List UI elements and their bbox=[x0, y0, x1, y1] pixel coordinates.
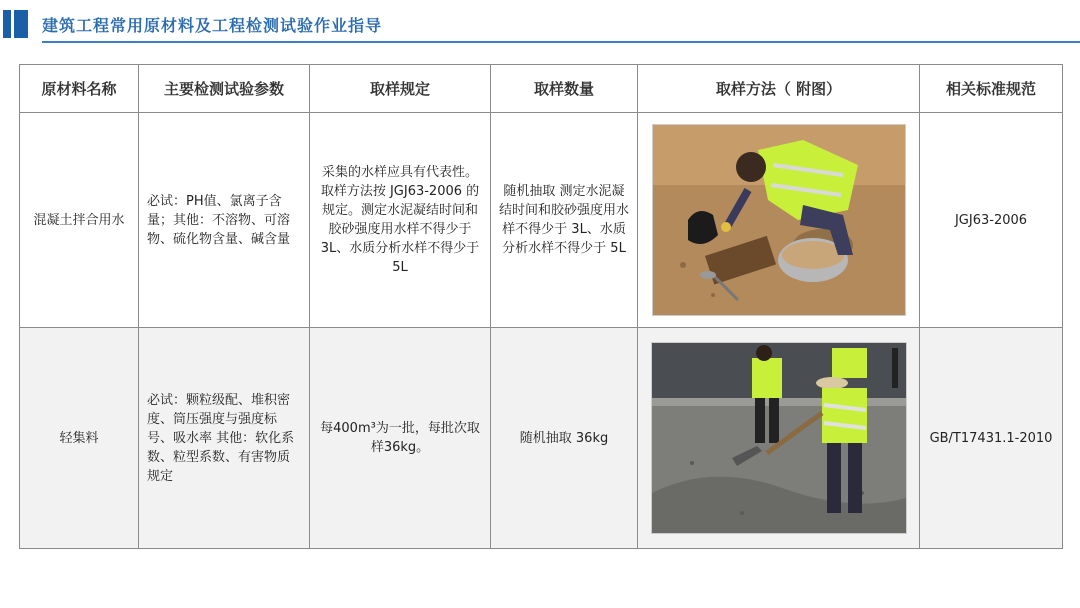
cell-material: 混凝土拌合用水 bbox=[20, 113, 139, 328]
header-material: 原材料名称 bbox=[20, 65, 139, 113]
table-row bbox=[20, 113, 1063, 328]
water-sampling-photo bbox=[652, 124, 906, 316]
header-standard: 相关标准规范 bbox=[920, 65, 1063, 113]
cell-method-photo bbox=[638, 113, 920, 328]
table-row bbox=[20, 328, 1063, 549]
table-header-row bbox=[20, 65, 1063, 113]
cell-qty: 随机抽取 测定水泥凝结时间和胶砂强度用水样不得少于 3L、水质分析水样不得少于 5L bbox=[491, 113, 638, 328]
header-params: 主要检测试验参数 bbox=[139, 65, 310, 113]
cell-qty: 随机抽取 36kg bbox=[491, 328, 638, 549]
title-bar bbox=[0, 0, 1080, 44]
header-method: 取样方法（ 附图） bbox=[638, 65, 920, 113]
title-mark-icon bbox=[3, 10, 29, 38]
cell-method-photo bbox=[638, 328, 920, 549]
cell-params: 必试：PH值、氯离子含量；其他：不溶物、可溶物、硫化物含量、碱含量 bbox=[139, 113, 310, 328]
cell-rule: 每400m³为一批，每批次取样36kg。 bbox=[310, 328, 491, 549]
header-qty: 取样数量 bbox=[491, 65, 638, 113]
materials-table bbox=[19, 64, 1063, 549]
cell-rule: 采集的水样应具有代表性。取样方法按 JGJ63-2006 的规定。测定水泥凝结时间和胶砂强度用水样不得少于 3L、水质分析水样不得少于 5L bbox=[310, 113, 491, 328]
cell-standard: GB/T17431.1-2010 bbox=[920, 328, 1063, 549]
cell-params: 必试：颗粒级配、堆积密度、筒压强度与强度标号、吸水率 其他：软化系数、粒型系数、有害物质规定 bbox=[139, 328, 310, 549]
aggregate-sampling-photo bbox=[651, 342, 907, 534]
page-title: 建筑工程常用原材料及工程检测试验作业指导 bbox=[42, 16, 383, 35]
header-rule: 取样规定 bbox=[310, 65, 491, 113]
title-underline bbox=[42, 41, 1080, 43]
cell-standard: JGJ63-2006 bbox=[920, 113, 1063, 328]
cell-material: 轻集料 bbox=[20, 328, 139, 549]
